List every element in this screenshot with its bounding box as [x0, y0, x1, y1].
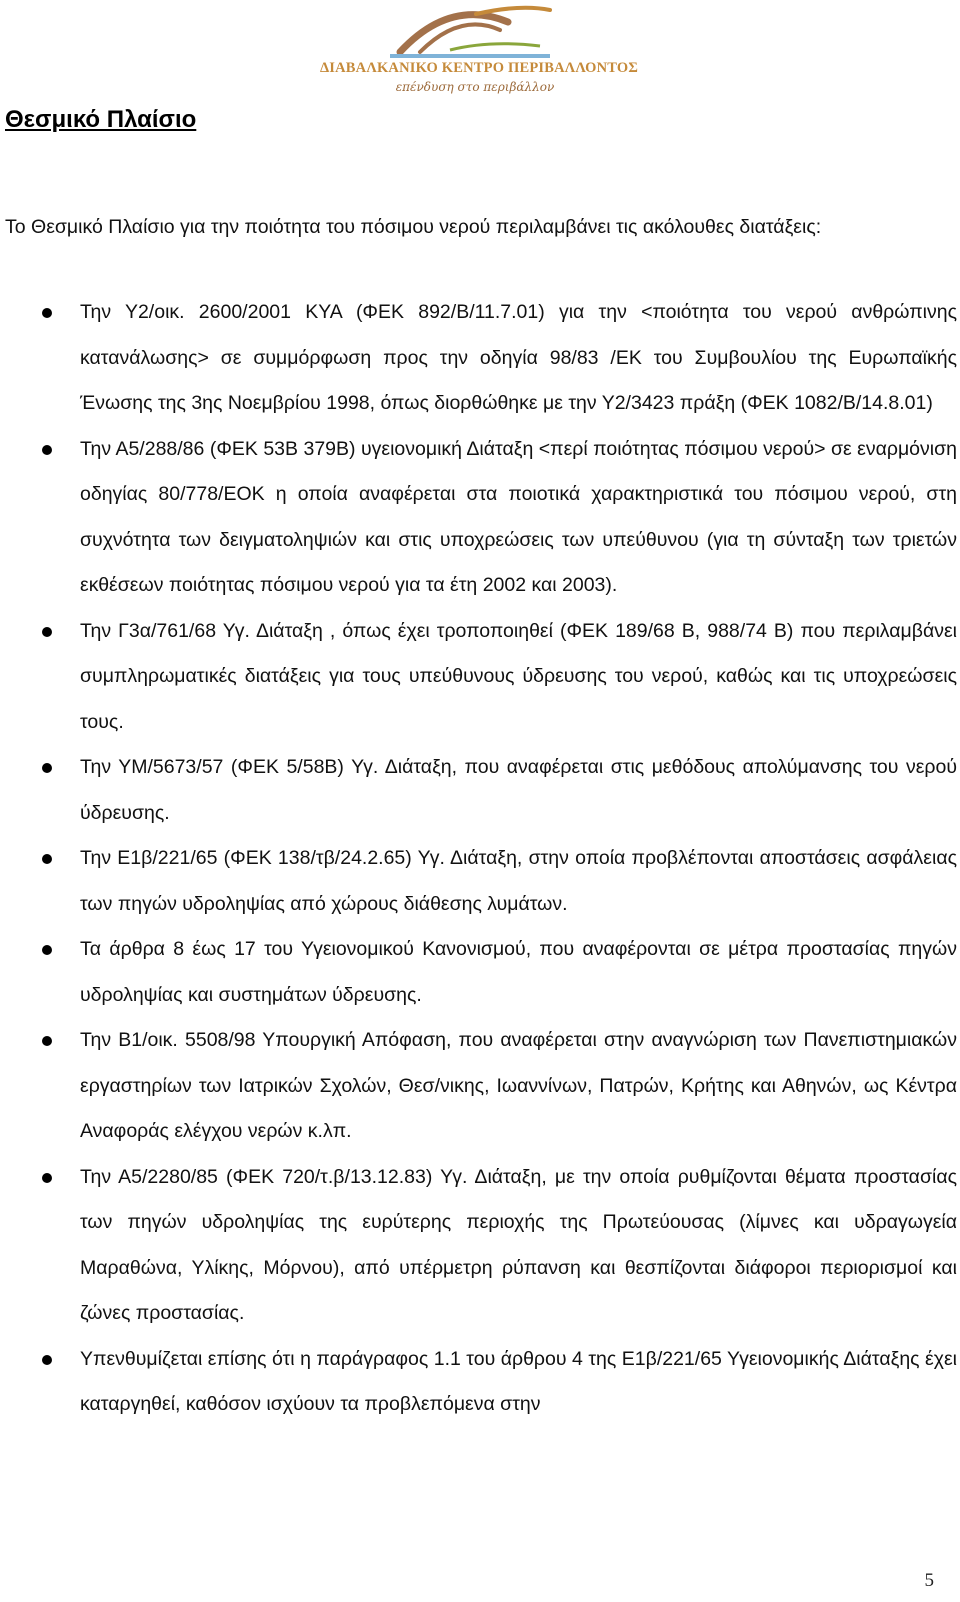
- list-item-text: Τα άρθρα 8 έως 17 του Υγειονομικού Κανονισμού, που αναφέρονται σε μέτρα προστασίας πηγών υδροληψίας και συστημάτων ύδρευσης.: [80, 938, 957, 1006]
- list-item-text: Την Ε1β/221/65 (ΦΕΚ 138/τβ/24.2.65) Υγ. Διάταξη, στην οποία προβλέπονται αποστάσεις ασφάλειας των πηγών υδροληψίας από χώρους διάθεσης λυμάτων.: [80, 847, 957, 915]
- bullet-icon: [42, 945, 52, 955]
- bullet-icon: [42, 445, 52, 455]
- bullet-icon: [42, 854, 52, 864]
- org-name: ΔΙΑΒΑΛΚΑΝΙΚΟ ΚΕΝΤΡΟ ΠΕΡΙΒΑΛΛΟΝΤΟΣ: [320, 60, 639, 76]
- provisions-list: [0, 290, 960, 1428]
- intro-paragraph: Το Θεσμικό Πλαίσιο για την ποιότητα του πόσιμου νερού περιλαμβάνει τις ακόλουθες διατάξεις:: [5, 216, 822, 238]
- page-number: 5: [924, 1570, 934, 1591]
- list-item: [0, 290, 957, 427]
- list-item-text: Την ΥΜ/5673/57 (ΦΕΚ 5/58Β) Υγ. Διάταξη, που αναφέρεται στις μεθόδους απολύμανσης του νερού ύδρευσης.: [80, 756, 957, 824]
- list-item: [0, 1337, 957, 1428]
- list-item-text: Την Γ3α/761/68 Υγ. Διάταξη , όπως έχει τροποποιηθεί (ΦΕΚ 189/68 Β, 988/74 Β) που περιλαμβάνει συμπληρωματικές διατάξεις για τους υπεύθυνους ύδρευσης του νερού, καθώς και τις υποχρεώσεις τους.: [80, 619, 957, 733]
- list-item: [0, 836, 957, 927]
- list-item: [0, 427, 957, 609]
- list-item: [0, 1018, 957, 1155]
- list-item-text: Την Α5/288/86 (ΦΕΚ 53Β 379Β) υγειονομική Διάταξη <περί ποιότητας πόσιμου νερού> σε εναρμόνιση οδηγίας 80/778/ΕΟΚ η οποία αναφέρεται στα ποιοτικά χαρακτηριστικά του πόσιμου νερού, στη συχνότητα των δειγματοληψιών και στις υποχρεώσεις των υπεύθυνου (για τη σύνταξη των τριετών εκθέσεων ποιότητας πόσιμου νερού για τα έτη 2002 και 2003).: [80, 437, 957, 596]
- bullet-icon: [42, 308, 52, 318]
- bullet-icon: [42, 1355, 52, 1365]
- list-item: [0, 745, 957, 836]
- list-item: [0, 1155, 957, 1337]
- list-item-text: Την Β1/οικ. 5508/98 Υπουργική Απόφαση, που αναφέρεται στην αναγνώριση των Πανεπιστημιακών εργαστηρίων των Ιατρικών Σχολών, Θεσ/νικης, Ιωαννίνων, Πατρών, Κρήτης και Αθηνών, ως Κέντρα Αναφοράς ελέγχου νερών κ.λπ.: [80, 1029, 957, 1142]
- bullet-icon: [42, 1173, 52, 1183]
- list-item-text: Υπενθυμίζεται επίσης ότι η παράγραφος 1.1 του άρθρου 4 της Ε1β/221/65 Υγειονομικής Διάταξης έχει καταργηθεί, καθόσον ισχύουν τα προβλεπόμενα στην: [80, 1347, 957, 1415]
- bullet-icon: [42, 1036, 52, 1046]
- list-item-text: Την Α5/2280/85 (ΦΕΚ 720/τ.β/13.12.83) Υγ. Διάταξη, με την οποία ρυθμίζονται θέματα προστασίας των πηγών υδροληψίας της ευρύτερης περιοχής της Πρωτεύουσας (λίμνες και υδραγωγεία Μαραθώνα, Υλίκης, Μόρνου), από υπέρμετρη ρύπανση και θεσπίζονται διάφοροι περιορισμοί και ζώνες προστασίας.: [80, 1165, 957, 1324]
- org-slogan: επένδυση στο περιβάλλον: [395, 80, 555, 94]
- bullet-icon: [42, 763, 52, 773]
- list-item: [0, 927, 957, 1018]
- list-item-text: Την Υ2/οικ. 2600/2001 ΚΥΑ (ΦΕΚ 892/Β/11.7.01) για την <ποιότητα του νερού ανθρώπινης κατανάλωσης> σε συμμόρφωση προς την οδηγία 98/83 /ΕΚ του Συμβουλίου της Ευρωπαϊκής Ένωσης της 3ης Νοεμβρίου 1998, όπως διορθώθηκε με την Υ2/3423 πράξη (ΦΕΚ 1082/Β/14.8.01): [80, 301, 957, 414]
- bullet-icon: [42, 627, 52, 637]
- page-title: Θεσμικό Πλαίσιο: [5, 106, 197, 133]
- list-item: [0, 609, 957, 746]
- bridge-arch-logo-icon: [390, 0, 560, 60]
- header-logo: [320, 0, 639, 100]
